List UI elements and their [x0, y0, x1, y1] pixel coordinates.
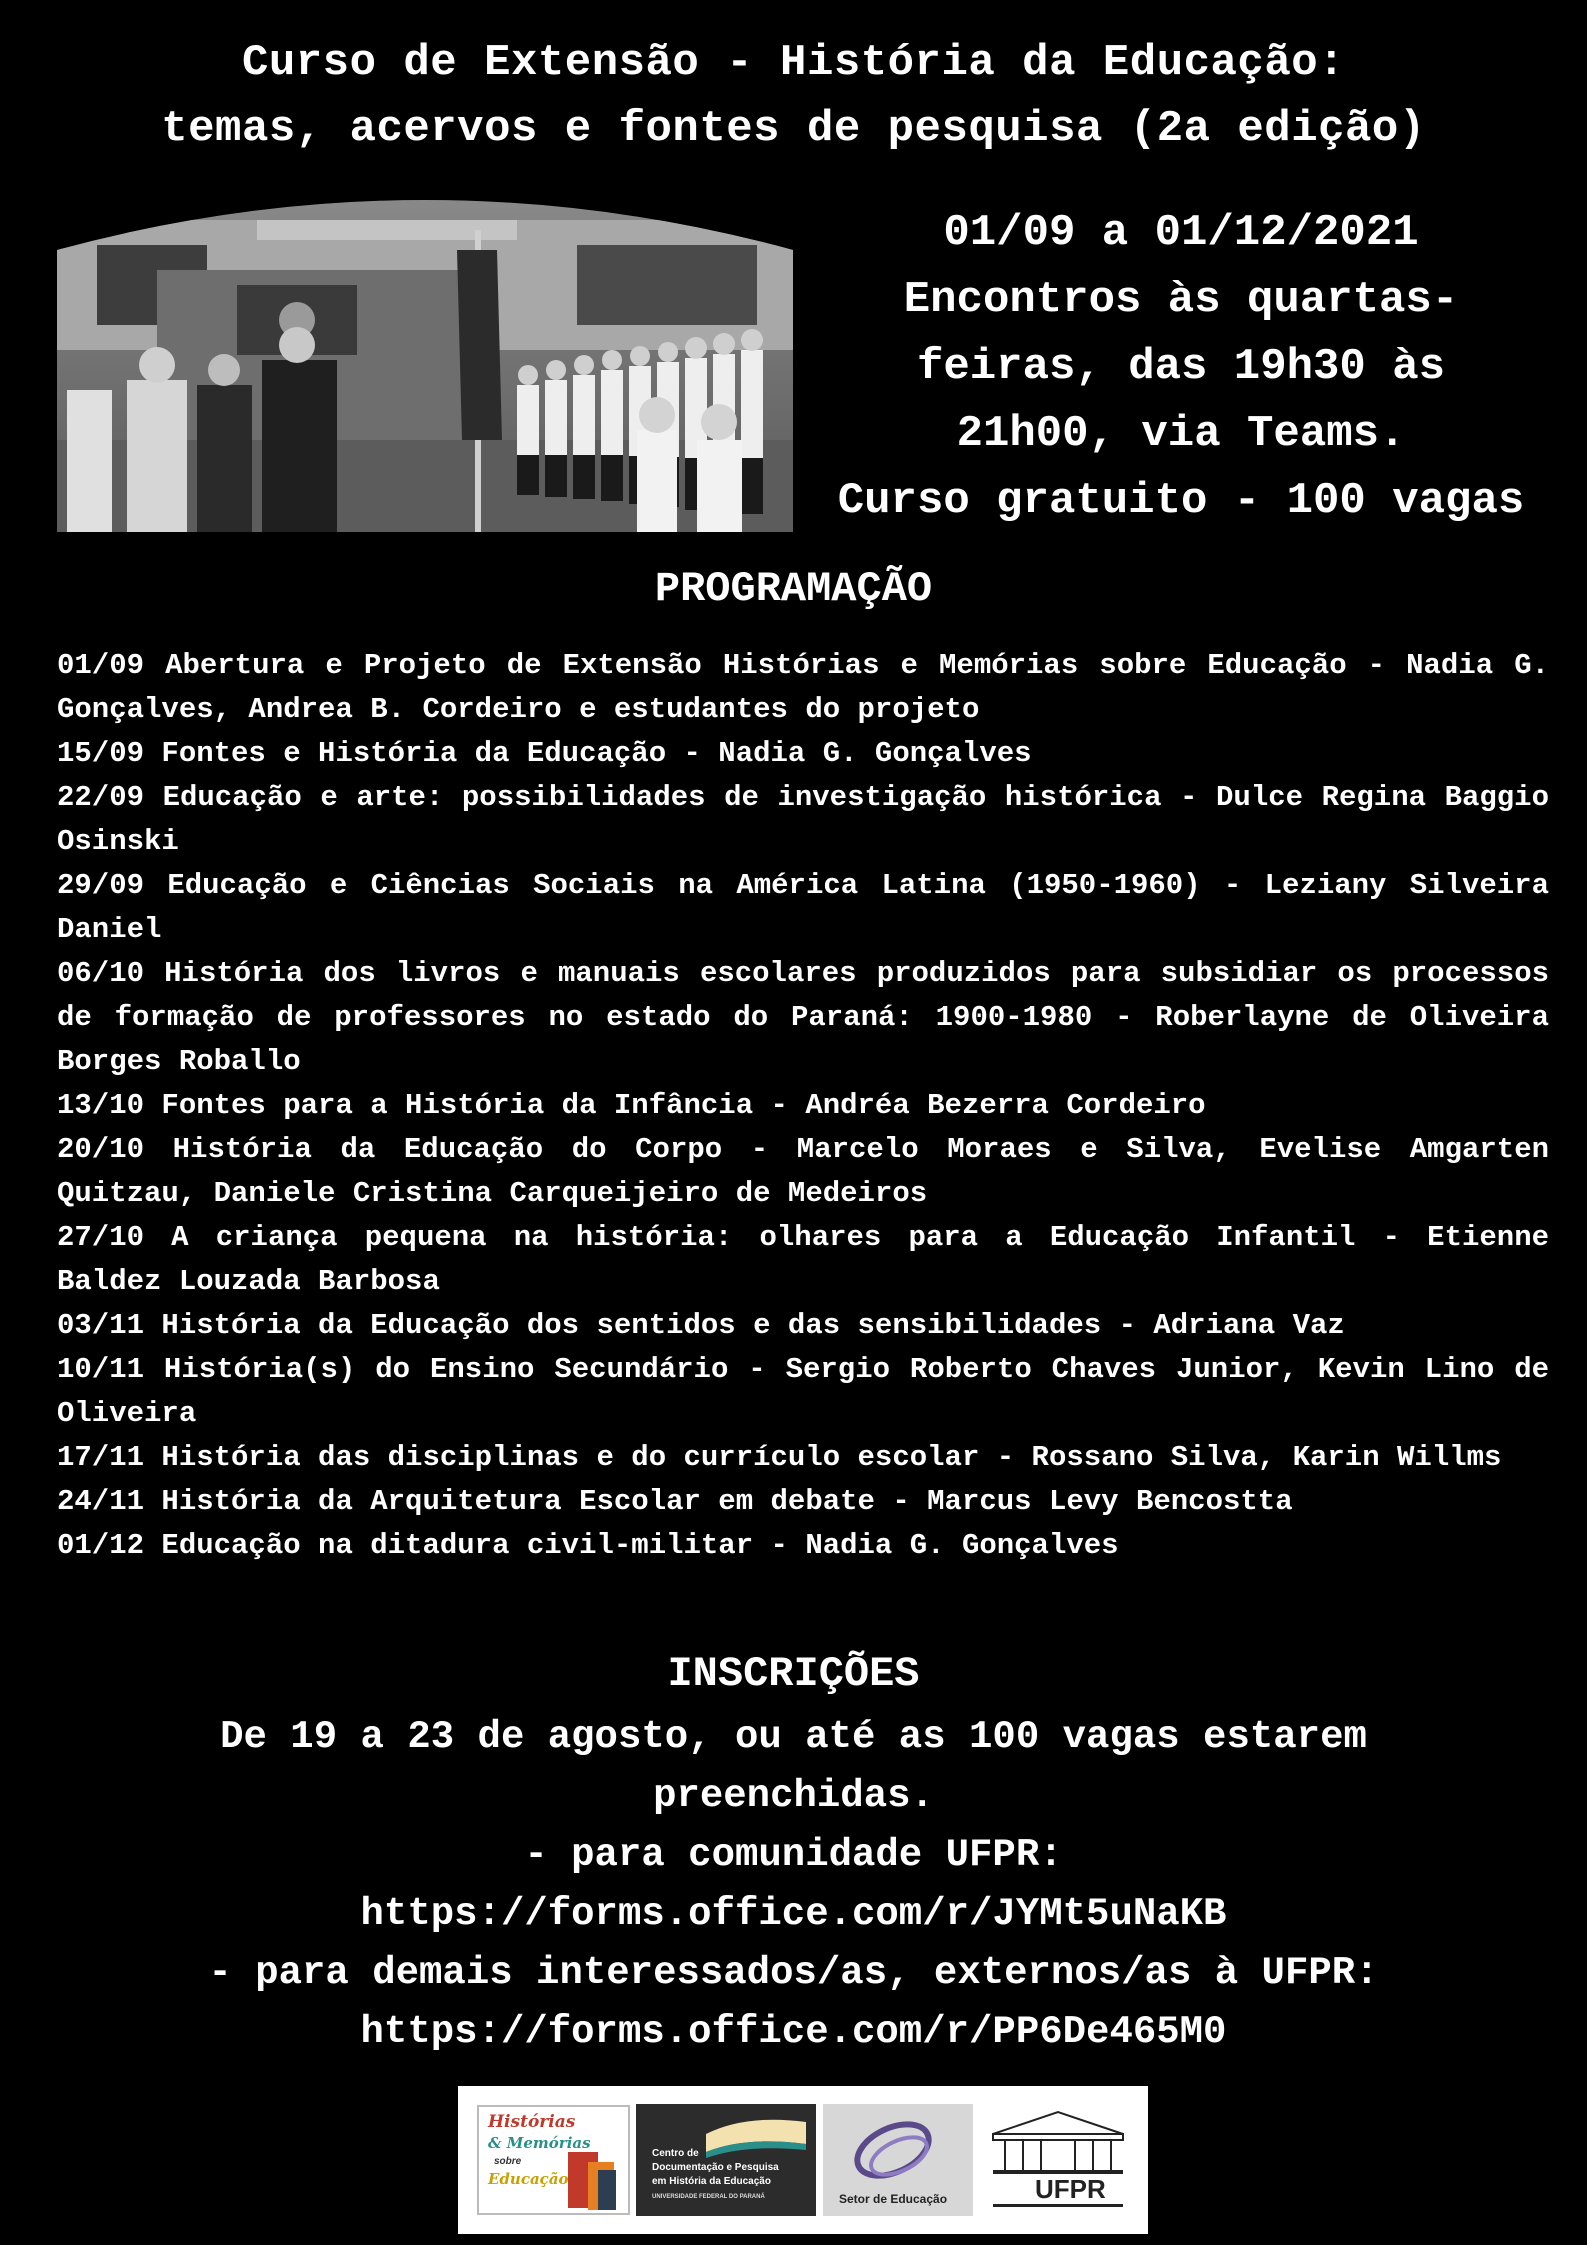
inscricoes-ufpr-link[interactable]: https://forms.office.com/r/JYMt5uNaKB	[360, 1892, 1227, 1936]
programacao-list	[57, 644, 1549, 1568]
program-entry: 13/10 Fontes para a História da Infância - Andréa Bezerra Cordeiro	[57, 1089, 1206, 1122]
ufpr-logo	[983, 2104, 1133, 2216]
historias-line-3: sobre	[494, 2156, 522, 2167]
program-entry: 01/09 Abertura e Projeto de Extensão Histórias e Memórias sobre Educação - Nadia G. Gonçalves, Andrea B. Cordeiro e estudantes do projeto	[57, 649, 1549, 726]
program-entry: 29/09 Educação e Ciências Sociais na América Latina (1950-1960) - Leziany Silveira Daniel	[57, 869, 1549, 946]
centro-line-1: Centro de	[652, 2148, 699, 2159]
centro-line-2: Documentação e Pesquisa	[652, 2162, 779, 2173]
inscricoes-ufpr-label: - para comunidade UFPR:	[524, 1833, 1063, 1877]
program-entry: 01/12 Educação na ditadura civil-militar - Nadia G. Gonçalves	[57, 1529, 1119, 1562]
historic-photo	[57, 190, 793, 532]
logos-strip	[458, 2086, 1148, 2234]
title-line-1: Curso de Extensão - História da Educação:	[241, 38, 1346, 88]
centro-line-3: em História da Educação	[652, 2176, 771, 2187]
program-entry: 27/10 A criança pequena na história: olhares para a Educação Infantil - Etienne Baldez Louzada Barbosa	[57, 1221, 1549, 1298]
event-meetings-line-2: feiras, das 19h30 às	[916, 342, 1446, 392]
event-meetings-line-3: 21h00, via Teams.	[956, 409, 1406, 459]
historias-line-2: & Memórias	[488, 2134, 591, 2152]
historias-memorias-logo	[476, 2104, 631, 2216]
inscricoes-title: INSCRIÇÕES	[667, 1650, 920, 1698]
ufpr-label: UFPR	[1035, 2174, 1106, 2204]
event-meetings-line-1: Encontros às quartas-	[903, 275, 1459, 325]
historias-line-4: Educação	[488, 2170, 569, 2188]
program-entry: 24/11 História da Arquitetura Escolar em debate - Marcus Levy Bencostta	[57, 1485, 1293, 1518]
event-info	[805, 200, 1557, 535]
program-entry: 03/11 História da Educação dos sentidos e das sensibilidades - Adriana Vaz	[57, 1309, 1345, 1342]
event-free-course: Curso gratuito - 100 vagas	[837, 476, 1525, 526]
program-entry: 06/10 História dos livros e manuais escolares produzidos para subsidiar os processos de formação de professores no estado do Paraná: 1900-1980 - Roberlayne de Oliveira Borges Roballo	[57, 957, 1549, 1078]
inscricoes-period-line-2: preenchidas.	[653, 1774, 934, 1818]
event-dates: 01/09 a 01/12/2021	[943, 208, 1419, 258]
historias-line-1: Histórias	[488, 2112, 576, 2132]
historic-photo-drawing	[57, 190, 793, 532]
inscricoes-external-label: - para demais interessados/as, externos/as à UFPR:	[208, 1951, 1379, 1995]
program-entry: 22/09 Educação e arte: possibilidades de investigação histórica - Dulce Regina Baggio Osinski	[57, 781, 1549, 858]
inscricoes-info	[60, 1708, 1527, 2062]
inscricoes-period-line-1: De 19 a 23 de agosto, ou até as 100 vagas estarem	[220, 1715, 1367, 1759]
program-entry: 10/11 História(s) do Ensino Secundário - Sergio Roberto Chaves Junior, Kevin Lino de Oliveira	[57, 1353, 1549, 1430]
centro-line-4: UNIVERSIDADE FEDERAL DO PARANÁ	[652, 2194, 765, 2200]
programacao-title: PROGRAMAÇÃO	[654, 565, 933, 613]
setor-label: Setor de Educação	[839, 2192, 948, 2206]
title-line-2: temas, acervos e fontes de pesquisa (2a edição)	[161, 104, 1426, 154]
program-entry: 17/11 História das disciplinas e do currículo escolar - Rossano Silva, Karin Willms	[57, 1441, 1502, 1474]
centro-documentacao-logo	[636, 2104, 816, 2216]
program-entry: 20/10 História da Educação do Corpo - Marcelo Moraes e Silva, Evelise Amgarten Quitzau, Daniele Cristina Carqueijeiro de Medeiros	[57, 1133, 1549, 1210]
page-title	[0, 30, 1587, 162]
inscricoes-external-link[interactable]: https://forms.office.com/r/PP6De465M0	[360, 2010, 1227, 2054]
program-entry: 15/09 Fontes e História da Educação - Nadia G. Gonçalves	[57, 737, 1032, 770]
setor-educacao-logo	[823, 2104, 973, 2216]
